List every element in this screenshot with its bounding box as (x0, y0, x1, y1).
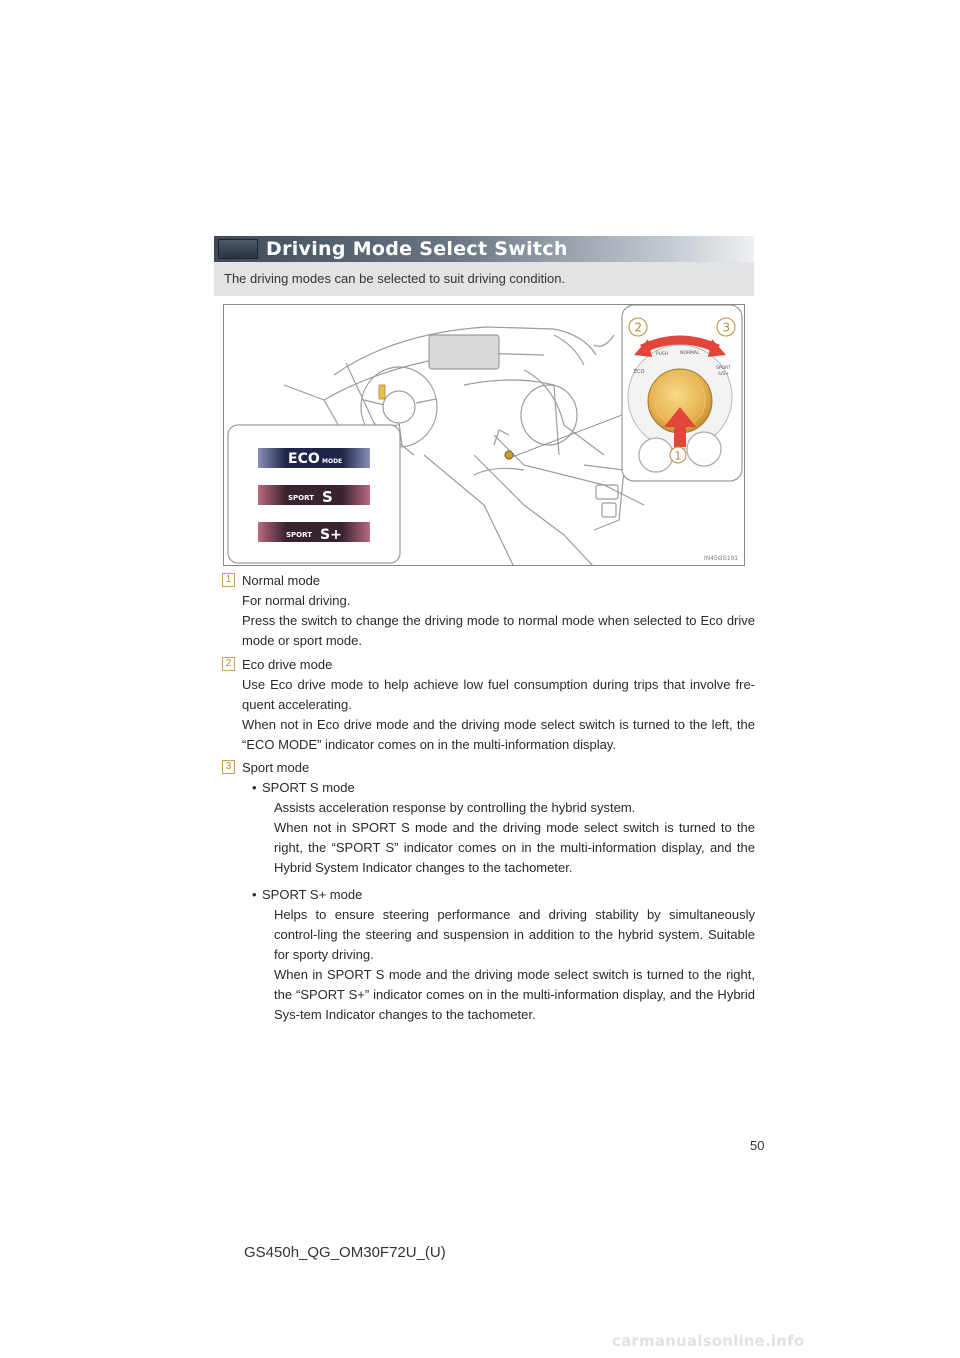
sub-item-body (274, 798, 755, 878)
sport-s-plus-indicator-small: SPORT (286, 531, 312, 539)
sport-s-plus-indicator-main: S+ (320, 527, 342, 543)
cockpit-drawing (224, 305, 745, 566)
sub-item-paragraph: When not in SPORT S mode and the driving mode select switch is turned to the right, the “SPORT S” indicator comes on in the multi-information display, and the Hybrid System Indicator changes to the tachometer. (274, 820, 755, 875)
sport-s-plus-indicator (258, 522, 370, 542)
item-number-3: 3 (222, 760, 235, 774)
item-body (242, 591, 755, 651)
callout-2: 2 (634, 320, 643, 335)
driving-mode-illustration (223, 304, 745, 566)
dial-label-ss: S/S+ (718, 372, 729, 377)
sub-item-title: SPORT S mode (262, 780, 355, 795)
eco-indicator-main: ECO (288, 451, 320, 467)
item-paragraph: For normal driving. (242, 593, 351, 608)
watermark: carmanualsonline.info (612, 1332, 805, 1350)
dial-label-normal: NORMAL (680, 351, 700, 356)
callout-3: 3 (722, 320, 731, 335)
section-intro (214, 262, 754, 296)
sub-item-paragraph: When in SPORT S mode and the driving mode select switch is turned to the right, the “SPORT S+” indicator comes on in the multi-information display, and the Hybrid Sys-tem Indicator changes to the tachometer. (274, 967, 755, 1022)
sub-item-paragraph: Helps to ensure steering performance and driving stability by simultaneously control-ling the steering and suspension in addition to the hybrid system. Suitable for sporty driving. (274, 907, 755, 962)
item-number-2: 2 (222, 657, 235, 671)
section-title: Driving Mode Select Switch (266, 238, 568, 260)
item-title: Eco drive mode (242, 657, 333, 672)
page-number: 50 (750, 1138, 765, 1153)
section-header (214, 236, 754, 262)
document-code: GS450h_QG_OM30F72U_(U) (244, 1244, 446, 1261)
figure-code: IN45GS191 (703, 556, 738, 562)
eco-indicator-small: MODE (322, 458, 343, 465)
sport-s-indicator-main: S (322, 488, 333, 506)
dial-label-eco: ECO (634, 369, 645, 375)
item-paragraph: Use Eco drive mode to help achieve low fuel consumption during trips that involve fre-quent accelerating. (242, 677, 755, 712)
sport-s-indicator-small: SPORT (288, 494, 314, 502)
item-paragraph: Press the switch to change the driving mode to normal mode when selected to Eco drive mode or sport mode. (242, 613, 755, 648)
item-title: Normal mode (242, 573, 321, 588)
section-icon (218, 239, 258, 259)
item-number-1: 1 (222, 573, 235, 587)
section-intro-text: The driving modes can be selected to suit driving condition. (224, 271, 566, 286)
meter-marker (379, 385, 385, 399)
sport-s-indicator (258, 485, 370, 505)
sub-item-title: SPORT S+ mode (262, 887, 363, 902)
dial-label-push: PUSH (656, 352, 669, 357)
bullet: • (252, 780, 257, 795)
sub-item-body (274, 905, 755, 1025)
item-title: Sport mode (242, 760, 310, 775)
dial-label-sport: SPORT (716, 366, 731, 371)
item-paragraph: When not in Eco drive mode and the driving mode select switch is turned to the left, the “ECO MODE” indicator comes on in the multi-information display. (242, 717, 755, 752)
bullet: • (252, 887, 257, 902)
sub-item-paragraph: Assists acceleration response by controlling the hybrid system. (274, 800, 636, 815)
callout-1: 1 (674, 449, 682, 463)
item-body (242, 675, 755, 755)
